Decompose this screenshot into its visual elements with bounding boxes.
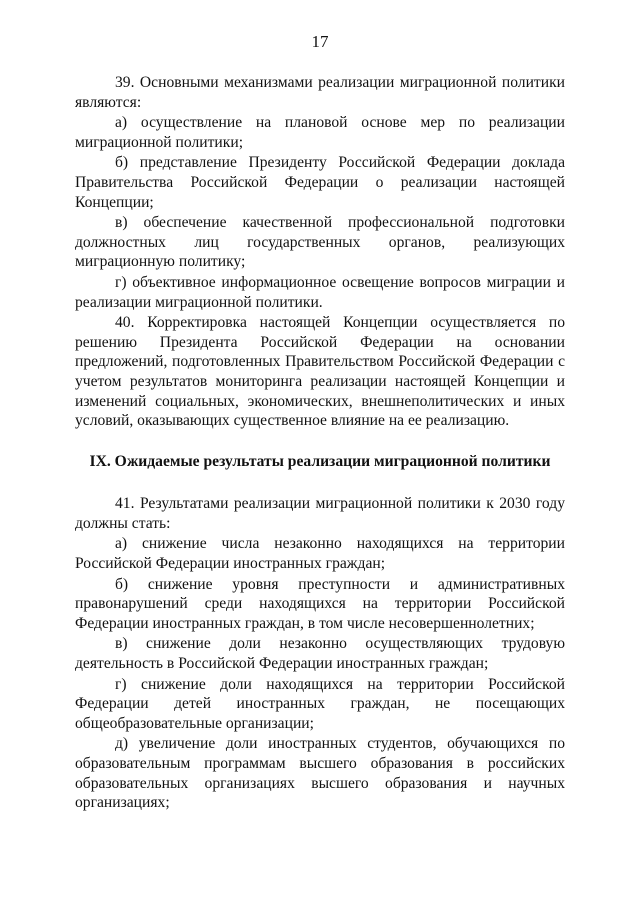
document-body <box>75 73 565 814</box>
paragraph-39-g: г) объективное информационное освещение вопросов миграции и реализации миграционной политики. <box>75 273 565 311</box>
paragraph-39-b: б) представление Президенту Российской Федерации доклада Правительства Российской Федерации о реализации настоящей Концепции; <box>75 154 565 211</box>
paragraph-40: 40. Корректировка настоящей Концепции осуществляется по решению Президента Российской Федерации на основании предложений, подготовленных Правительством Российской Федерации с учетом результатов мониторинга реализации настоящей Концепции и изменений социальных, экономических, внешнеполитических и иных условий, оказывающих существенное влияние на ее реализацию. <box>75 314 565 430</box>
paragraph-41-d: д) увеличение доли иностранных студентов, обучающихся по образовательным программам высшего образования в российских образовательных организациях высшего образования и научных организациях; <box>75 735 565 812</box>
paragraph-41: 41. Результатами реализации миграционной политики к 2030 году должны стать: <box>75 495 565 532</box>
paragraph-41-g: г) снижение доли находящихся на территории Российской Федерации детей иностранных граждан, не посещающих общеобразовательные организации; <box>75 675 565 732</box>
paragraph-41-v: в) снижение доли незаконно осуществляющих трудовую деятельность в Российской Федерации иностранных граждан; <box>75 635 565 673</box>
paragraph-39-a: а) осуществление на плановой основе мер по реализации миграционной политики; <box>75 114 565 151</box>
section-heading: IX. Ожидаемые результаты реализации миграционной политики <box>89 452 551 470</box>
paragraph-41-a: а) снижение числа незаконно находящихся на территории Российской Федерации иностранных граждан; <box>75 535 565 573</box>
paragraph-41-b: б) снижение уровня преступности и административных правонарушений среди находящихся на территории Российской Федерации иностранных граждан, в том числе несовершеннолетних; <box>75 575 565 632</box>
paragraph-39: 39. Основными механизмами реализации миграционной политики являются: <box>75 74 565 111</box>
page-number: 17 <box>311 32 329 51</box>
paragraph-39-v: в) обеспечение качественной профессиональной подготовки должностных лиц государственных органов, реализующих миграционную политику; <box>75 214 565 271</box>
